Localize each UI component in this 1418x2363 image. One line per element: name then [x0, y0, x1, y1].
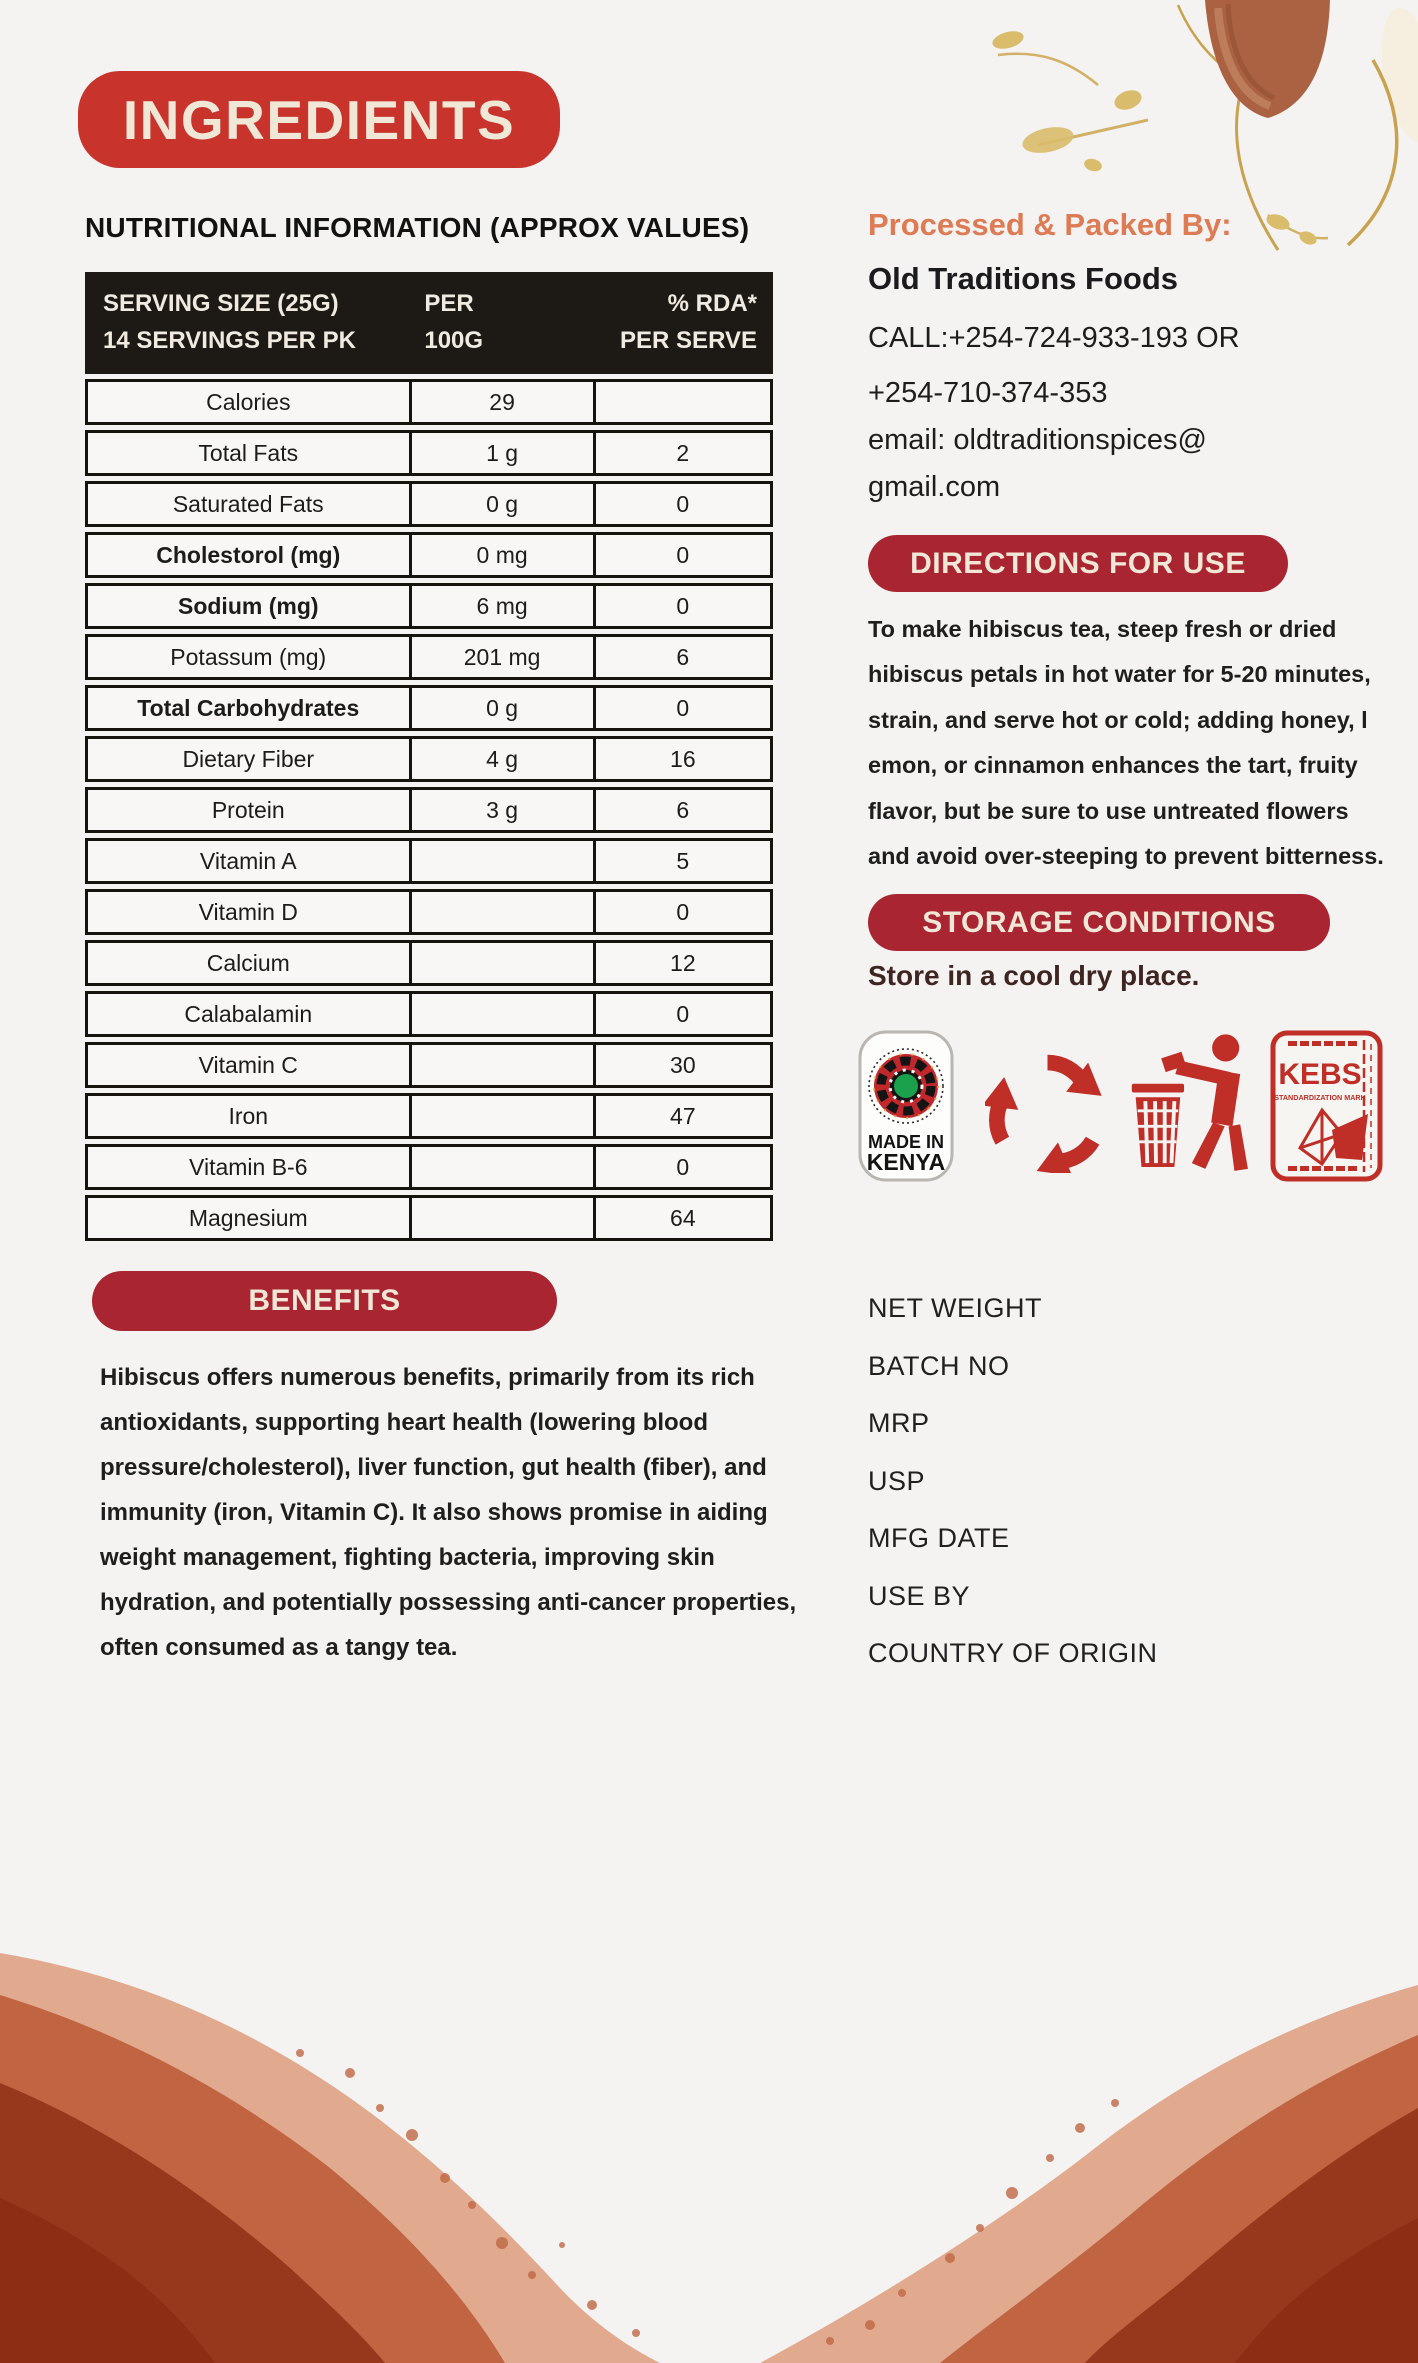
pack-fields-list — [868, 1295, 1158, 1667]
table-row — [85, 838, 773, 884]
nutrition-rows — [85, 379, 773, 1241]
nutrient-label: Total Carbohydrates — [137, 694, 360, 721]
nutrient-rda: 47 — [593, 1096, 770, 1136]
table-row — [85, 634, 773, 680]
benefits-text-line: hydration, and potentially possessing anti-cancer properties, — [100, 1589, 797, 1616]
phone-line-1: CALL:+254-724-933-193 OR — [868, 322, 1240, 354]
benefits-text-line: Hibiscus offers numerous benefits, primarily from its rich — [100, 1364, 755, 1391]
table-row — [85, 1195, 773, 1241]
pack-field-label: COUNTRY OF ORIGIN — [868, 1638, 1158, 1668]
nutrition-heading: NUTRITIONAL INFORMATION (APPROX VALUES) — [85, 212, 750, 243]
nutrient-rda: 2 — [593, 433, 770, 473]
directions-text-line: emon, or cinnamon enhances the tart, fruity — [868, 752, 1358, 779]
nutrient-amount: 201 mg — [409, 637, 593, 677]
nutrient-label: Vitamin C — [198, 1051, 298, 1078]
table-row — [85, 379, 773, 425]
pack-field-label: MFG DATE — [868, 1523, 1010, 1553]
header-per-100g: PER 100G — [424, 290, 484, 354]
nutrient-amount — [409, 1096, 593, 1136]
nutrient-label: Dietary Fiber — [182, 745, 315, 772]
pack-field-label: NET WEIGHT — [868, 1293, 1043, 1323]
pack-field-label: USE BY — [868, 1580, 971, 1611]
nutrient-amount — [409, 1147, 593, 1187]
kebs-subtitle: STANDARDIZATION MARK — [1274, 1093, 1366, 1102]
directions-text-line: and avoid over-steeping to prevent bitterness. — [868, 842, 1384, 869]
benefits-paragraph — [100, 1355, 796, 1670]
nutrient-label: Saturated Fats — [172, 490, 324, 517]
nutrient-rda: 16 — [593, 739, 770, 779]
benefits-title: BENEFITS — [92, 1271, 557, 1331]
nutrient-rda: 0 — [593, 586, 770, 626]
tidy-man-icon — [1126, 1030, 1276, 1182]
nutrient-rda: 12 — [593, 943, 770, 983]
nutrient-label: Vitamin D — [198, 898, 298, 925]
nutrient-label: Iron — [228, 1102, 269, 1129]
nutrient-label: Protein — [211, 796, 285, 823]
directions-text-line: To make hibiscus tea, steep fresh or dried — [868, 616, 1337, 642]
table-row — [85, 889, 773, 935]
phone-line-2: +254-710-374-353 — [868, 377, 1108, 409]
table-row — [85, 991, 773, 1037]
nutrient-label: Total Fats — [198, 439, 299, 466]
table-row — [85, 532, 773, 578]
nutrition-table — [85, 272, 773, 1241]
processed-packed-heading: Processed & Packed By: — [868, 207, 1232, 242]
nutrient-amount: 0 g — [409, 484, 593, 524]
nutrient-label: Magnesium — [188, 1204, 308, 1231]
nutrient-rda: 5 — [593, 841, 770, 881]
directions-paragraph — [868, 607, 1384, 879]
made-in-kenya-badge — [858, 1030, 954, 1182]
nutrient-amount: 6 mg — [409, 586, 593, 626]
nutrient-rda: 0 — [593, 484, 770, 524]
directions-text-line: hibiscus petals in hot water for 5-20 minutes, — [868, 661, 1371, 688]
table-row — [85, 736, 773, 782]
nutrient-label: Calories — [206, 388, 291, 415]
nutrient-amount — [409, 1198, 593, 1238]
nutrient-label: Cholestorol (mg) — [156, 541, 341, 568]
table-row — [85, 481, 773, 527]
table-row — [85, 1042, 773, 1088]
nutrient-rda: 64 — [593, 1198, 770, 1238]
nutrient-label: Vitamin B-6 — [189, 1153, 308, 1180]
table-row — [85, 1144, 773, 1190]
nutrient-label: Calcium — [206, 949, 290, 976]
nutrient-label: Vitamin A — [199, 847, 297, 874]
table-row — [85, 1093, 773, 1139]
nutrient-amount: 0 g — [409, 688, 593, 728]
nutrient-label: Calabalamin — [184, 1000, 313, 1027]
nutrient-amount: 1 g — [409, 433, 593, 473]
directions-text-line: strain, and serve hot or cold; adding honey, l — [868, 706, 1368, 733]
nutrient-rda: 0 — [593, 892, 770, 932]
benefits-text-line: immunity (iron, Vitamin C). It also shows promise in aiding — [100, 1499, 768, 1526]
recycle-icon — [985, 1048, 1110, 1173]
nutrient-rda: 0 — [593, 535, 770, 575]
table-row — [85, 787, 773, 833]
benefits-text-line: antioxidants, supporting heart health (lowering blood — [100, 1409, 709, 1436]
nutrient-amount — [409, 943, 593, 983]
table-row — [85, 685, 773, 731]
nutrient-rda: 0 — [593, 688, 770, 728]
nutrition-table-header — [85, 272, 773, 374]
nutrient-amount — [409, 994, 593, 1034]
kenya-label: KENYA — [866, 1149, 946, 1175]
benefits-text-line: weight management, fighting bacteria, improving skin — [100, 1544, 715, 1571]
benefits-text-line: often consumed as a tangy tea. — [100, 1634, 458, 1661]
table-row — [85, 430, 773, 476]
email-line-1: email: oldtraditionspices@ — [868, 424, 1207, 456]
kebs-mark-icon — [1270, 1030, 1383, 1182]
nutrient-amount — [409, 1045, 593, 1085]
header-rda: % RDA* PER SERVE — [620, 290, 757, 354]
company-name: Old Traditions Foods — [868, 261, 1178, 296]
pack-field-label: MRP — [868, 1408, 930, 1438]
benefits-text-line: pressure/cholesterol), liver function, gut health (fiber), and — [100, 1454, 767, 1481]
kebs-title: KEBS — [1278, 1058, 1362, 1091]
nutrient-amount — [409, 841, 593, 881]
table-row — [85, 583, 773, 629]
nutrient-rda: 0 — [593, 1147, 770, 1187]
pack-field-label: USP — [868, 1465, 926, 1496]
pack-field-label: BATCH NO — [868, 1350, 1010, 1381]
nutrient-amount: 4 g — [409, 739, 593, 779]
table-row — [85, 940, 773, 986]
watercolor-mountains-art — [0, 1943, 1418, 2363]
nutrient-rda — [593, 382, 770, 422]
nutrient-amount: 3 g — [409, 790, 593, 830]
storage-title: STORAGE CONDITIONS — [868, 894, 1330, 951]
nutrient-amount: 0 mg — [409, 535, 593, 575]
header-serving: SERVING SIZE (25G) 14 SERVINGS PER PK — [103, 290, 356, 354]
directions-title: DIRECTIONS FOR USE — [868, 535, 1288, 592]
email-line-2: gmail.com — [868, 471, 1001, 503]
nutrient-amount: 29 — [409, 382, 593, 422]
nutrient-rda: 6 — [593, 637, 770, 677]
nutrient-label: Sodium (mg) — [177, 592, 319, 619]
made-in-label: MADE IN — [868, 1132, 944, 1152]
nutrient-amount — [409, 892, 593, 932]
storage-text: Store in a cool dry place. — [868, 960, 1200, 991]
nutrient-rda: 30 — [593, 1045, 770, 1085]
nutrient-rda: 0 — [593, 994, 770, 1034]
directions-text-line: flavor, but be sure to use untreated flowers — [868, 797, 1349, 824]
ingredients-title: INGREDIENTS — [78, 71, 560, 168]
nutrient-rda: 6 — [593, 790, 770, 830]
nutrient-label: Potassum (mg) — [170, 643, 327, 670]
